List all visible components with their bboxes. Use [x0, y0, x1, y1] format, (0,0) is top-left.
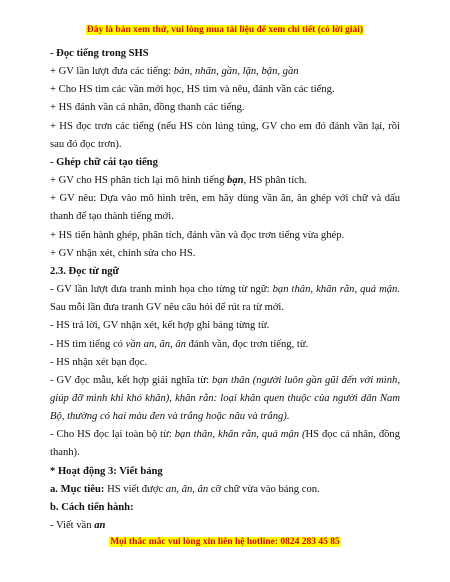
paragraph: - Cho HS đọc lại toàn bộ từ: bạn thân, khăn rằn, quả mận (HS đọc cá nhân, đồng thanh). — [50, 429, 401, 459]
activity-heading: * Hoạt động 3: Viết bảng — [50, 465, 163, 477]
paragraph: + Cho HS tìm các vần mới học, HS tìm và nêu, đánh vần các tiếng. — [50, 84, 335, 96]
paragraph: + HS đánh vần cá nhân, đồng thanh các tiếng. — [50, 102, 245, 114]
paragraph: - Viết vần an — [50, 520, 106, 532]
section-heading: - Ghép chữ cái tạo tiếng — [50, 156, 158, 168]
paragraph: + HS đọc trơn các tiếng (nếu HS còn lúng túng, GV cho em đó đánh vần lại, rồi sau đó đọc trơn). — [50, 120, 400, 150]
section-heading: - Đọc tiếng trong SHS — [50, 48, 149, 59]
preview-notice-banner: Đây là bản xem thử, vui lòng mua tài liệu để xem chi tiết (có lời giải) — [86, 25, 364, 35]
paragraph: + GV nhận xét, chỉnh sửa cho HS. — [50, 247, 196, 259]
paragraph: - HS trả lời, GV nhận xét, kết hợp ghi bảng từng từ. — [50, 320, 270, 332]
hotline-banner: Mọi thắc mắc vui lòng xin liên hệ hotline: 0824 283 45 85 — [110, 537, 340, 547]
paragraph: - GV đọc mẫu, kết hợp giải nghĩa từ: bạn thân (người luôn gần gũi đến với mình, giúp đỡ mình khi khó khăn), khăn rằn: loại khăn quen thuộc của người dân Nam Bộ, thường có hai màu đen và trắng hoặc nâu và trắng). — [50, 374, 400, 423]
paragraph: + GV nêu: Dựa vào mô hình trên, em hãy dùng vần ăn, ân ghép với chữ và dấu thanh để tạo thành tiếng mới. — [50, 193, 400, 223]
section-heading: 2.3. Đọc từ ngữ — [50, 265, 119, 277]
paragraph: a. Mục tiêu: HS viết được an, ăn, ân cỡ chữ vừa vào bảng con. — [50, 483, 320, 495]
paragraph: - HS tìm tiếng có vần an, ăn, ân đánh vần, đọc trơn tiếng, từ. — [50, 338, 309, 350]
section-heading: b. Cách tiến hành: — [50, 501, 134, 513]
lesson-content — [50, 45, 400, 535]
paragraph: - HS nhận xét bạn đọc. — [50, 356, 148, 368]
paragraph: - GV lần lượt đưa tranh minh họa cho từng từ ngữ: bạn thân, khăn rằn, quả mận. Sau mỗi lần đưa tranh GV nêu câu hỏi để rút ra từ mới. — [50, 284, 401, 314]
paragraph: + GV lần lượt đưa các tiếng: bản, nhãn, gần, lặn, bận, gần — [50, 66, 299, 78]
paragraph: + GV cho HS phân tích lại mô hình tiếng bạn, HS phân tích. — [50, 175, 307, 187]
paragraph: + HS tiến hành ghép, phân tích, đánh vần và đọc trơn tiếng vừa ghép. — [50, 229, 345, 241]
